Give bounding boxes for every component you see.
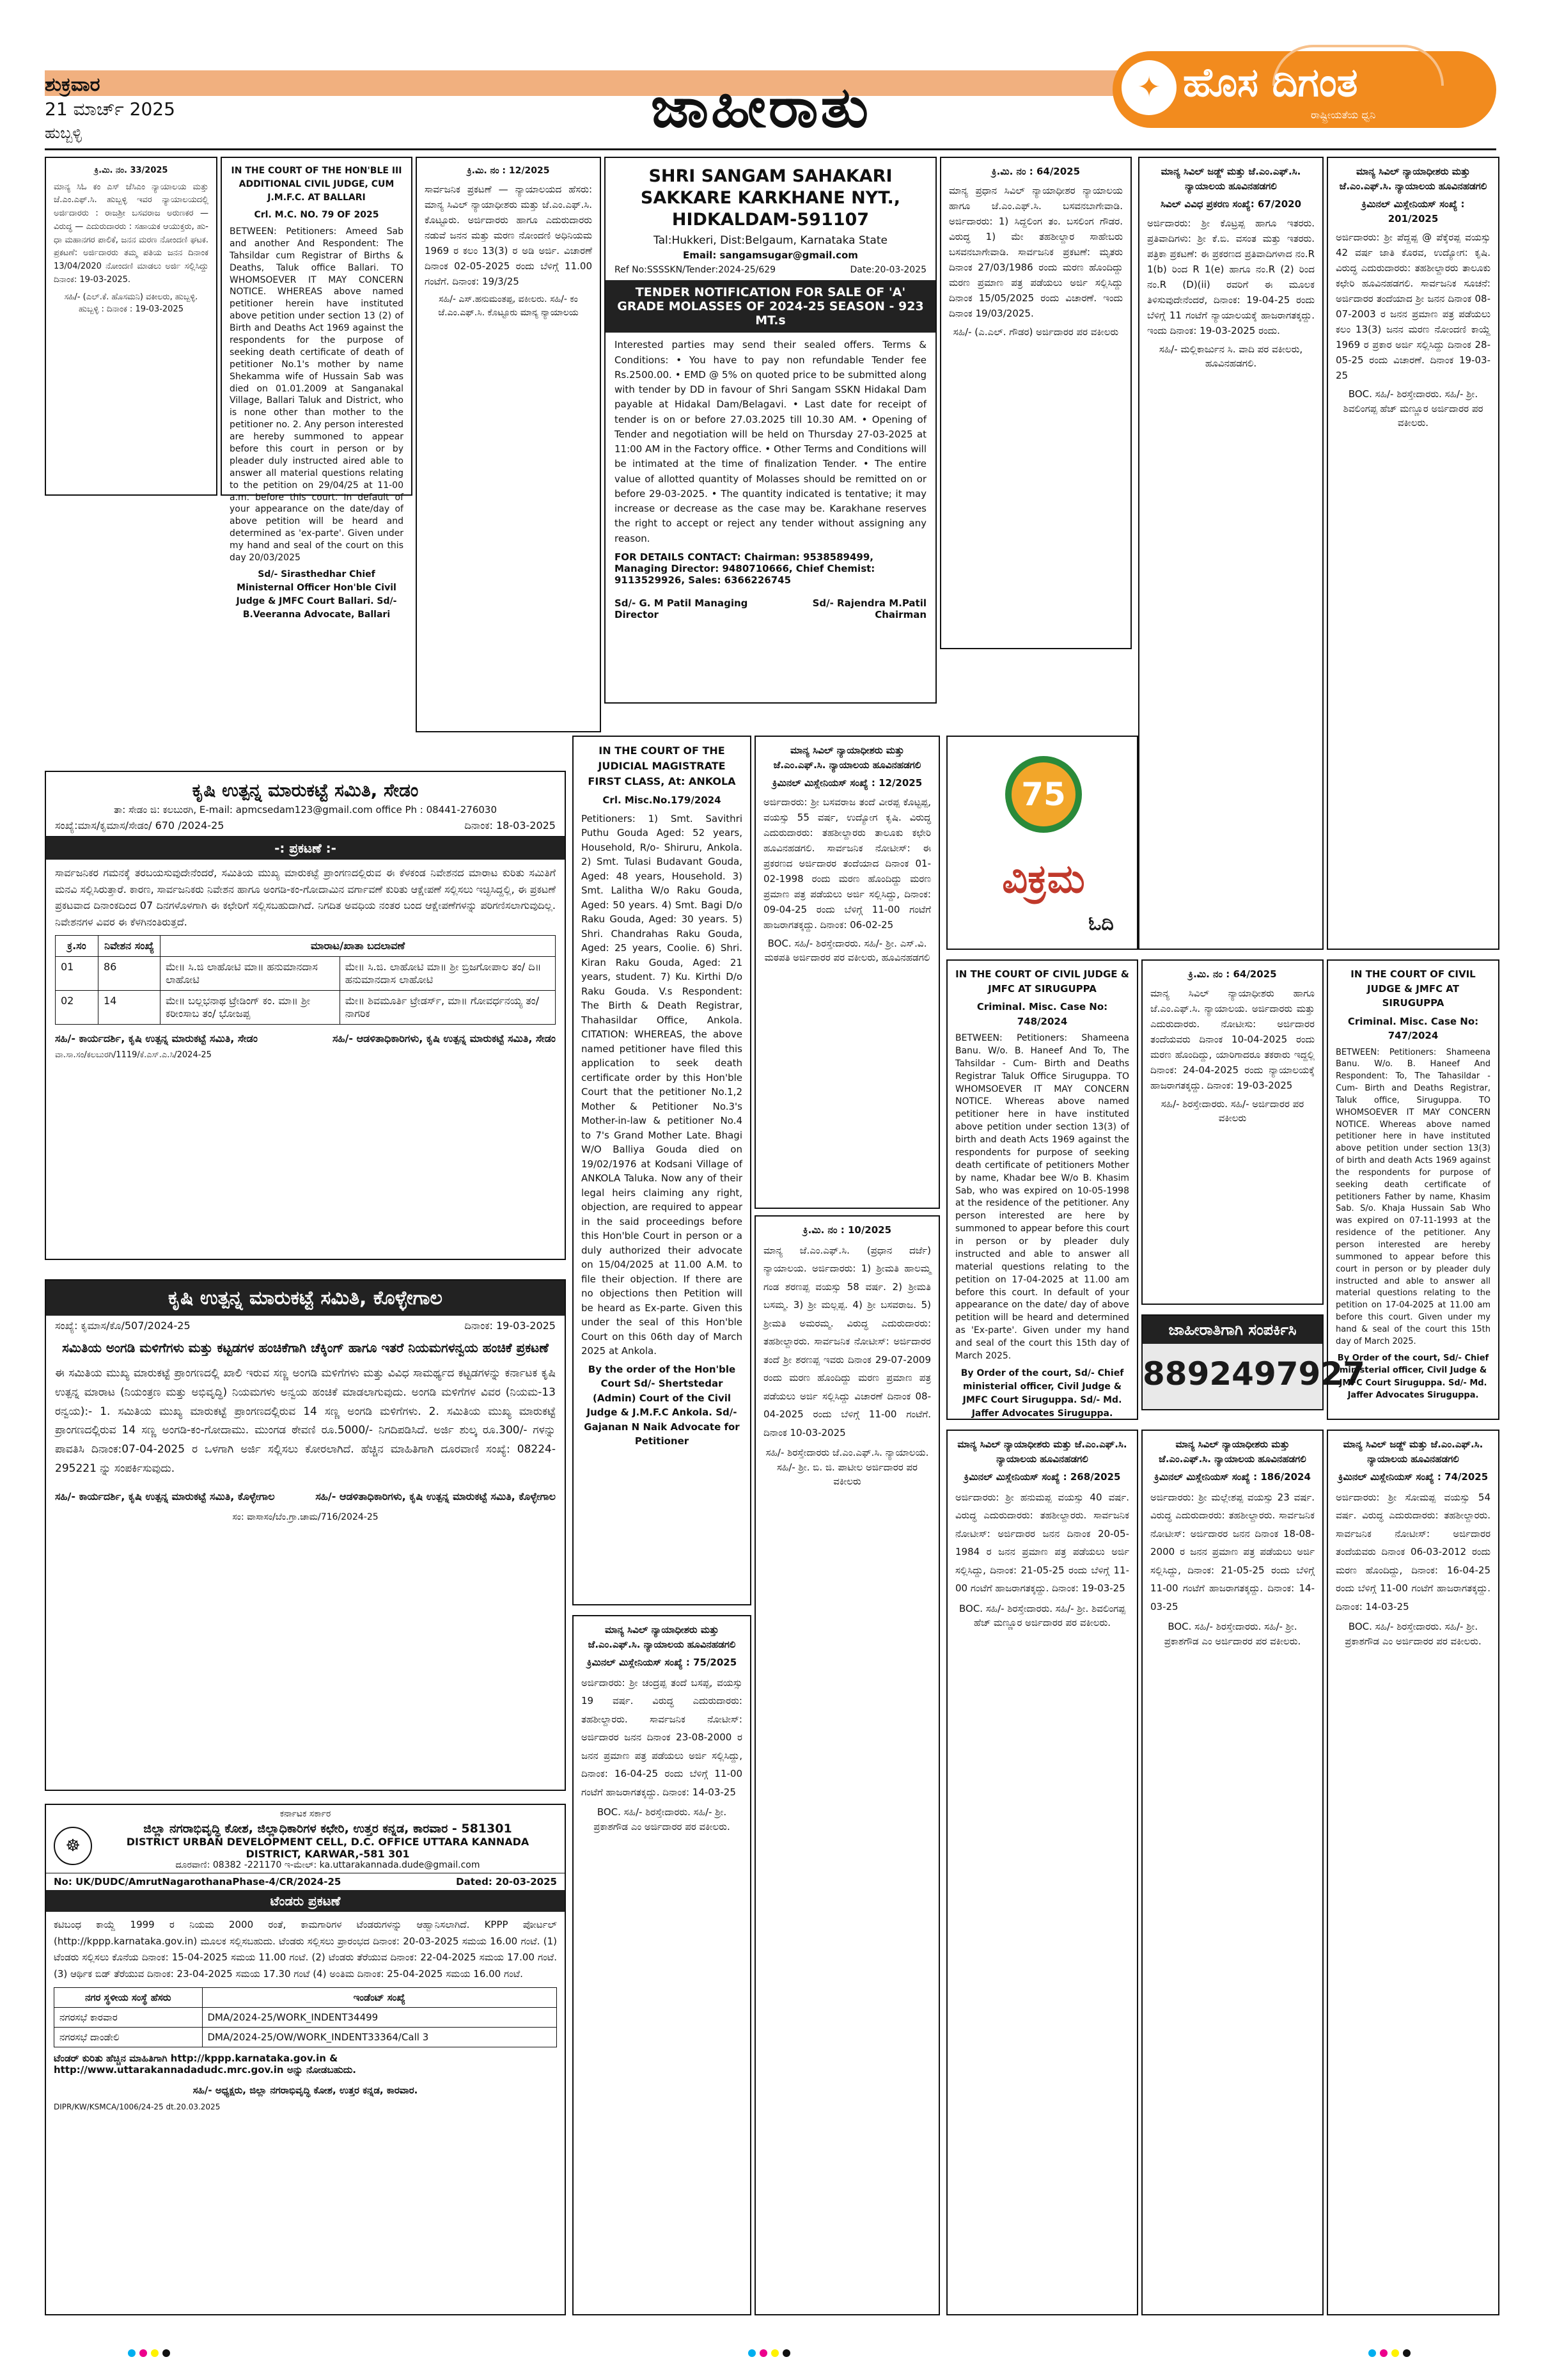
notice-ad [45,157,217,496]
court-notice-10 [755,1215,940,2315]
promo-cta: ಓದಿ [1088,913,1114,935]
dudc-ref: No: UK/DUDC/AmrutNagarothanaPhase-4/CR/2024-25 [54,1876,341,1887]
apmc-kollegala-notice [45,1279,566,1791]
case-number: ಕ್ರಿ.ಮಿ. ನಂ : 64/2025 [1188,968,1277,980]
dudc-karwar-tender [45,1804,566,2315]
dudc-indent-table [54,1987,557,2047]
court-name: ಮಾನ್ಯ ಸಿವಿಲ್ ಜಡ್ಜ್ ಮತ್ತು ಜೆ.ಎಂ.ಎಫ್.ಸಿ. ನ್ಯಾಯಾಲಯ ಹೂವಿನಹಡಗಲಿ [1343,1438,1483,1465]
registration-marks-center [748,2347,794,2360]
col-serial: ಕ್ರ.ಸಂ [56,936,98,957]
notice-signature: ಸಹಿ/- ಮಲ್ಲಿಕಾರ್ಜುನ ಸಿ. ವಾದಿ ಪರ ವಕೀಲರು, ಹೂವಿನಹಡಗಲಿ. [1159,343,1303,369]
cell-from: ಮೇ॥ ಬಲ್ಲಭನಾಥ ಟ್ರೇಡಿಂಗ್ ಕಂ. ಮಾ॥ ಶ್ರೀ ಕರೀಂಸಾಬ ತಂ/ ಭೋಜಪ್ಪ [160,991,340,1025]
notice-body: ಅರ್ಜಿದಾರರು: ಶ್ರೀ ಬಸವರಾಜ ತಂದೆ ವೀರಪ್ಪ ಕೊಟ್ಟಪ್ಪ, ವಯಸ್ಸು 55 ವರ್ಷ, ಉದ್ಯೋಗ ಕೃಷಿ. ವಿರುದ್ಧ ಎದುರುದಾರರು: ತಹಶೀಲ್ದಾರರು ತಾಲೂಕು ಕಛೇರಿ ಹೂವಿನಹಡಗಲಿ. ಸಾರ್ವಜನಿಕ ನೋಟೀಸ್: ಈ ಪ್ರಕರಣದ ಅರ್ಜಿದಾರರ ತಂದೆಯಾದ ದಿನಾಂಕ 01-02-1998 ರಂದು ಮರಣ ಹೊಂದಿದ್ದು ಮರಣ ಪ್ರಮಾಣ ಪತ್ರ ಪಡೆಯಲು ಅರ್ಜಿ ಸಲ್ಲಿಸಿದ್ದು, ದಿನಾಂಕ: 09-04-25 ರಂದು ಬೆಳಿಗ್ಗೆ 11-00 ಗಂಟೆಗೆ ಹಾಜರಾಗತಕ್ಕದ್ದು. ದಿನಾಂಕ: 06-02-25 [763,796,931,931]
notice-body: ಅರ್ಜಿದಾರರು: ಶ್ರೀ ಪೆದ್ದಪ್ಪ @ ಪೆಕ್ಕೆರಪ್ಪ ವಯಸ್ಸು 42 ವರ್ಷ ಜಾತಿ ಕೊರವ, ಉದ್ಯೋಗ: ಕೃಷಿ. ವಿರುದ್ಧ ಎದುರುದಾರರು: ತಹಶೀಲ್ದಾರರು ತಾಲೂಕು ಕಛೇರಿ ಹೂವಿನಹಡಗಲಿ. ಸಾರ್ವಜನಿಕ ಸೂಚನೆ: ಅರ್ಜಿದಾರರ ತಂದೆಯಾದ ಶ್ರೀ ಜನನ ದಿನಾಂಕ 08-07-2003 ರ ಜನನ ಪ್ರಮಾಣ ಪತ್ರ ಪಡೆಯಲು ಕಲಂ 13(3) ಜನನ ಮರಣ ನೋಂದಣಿ ಕಾಯ್ದೆ 1969 ರ ಪ್ರಕಾರ ಅರ್ಜಿ ಸಲ್ಲಿಸಿದ್ದು ದಿನಾಂಕ 28-05-25 ರಂದು ವಿಚಾರಣೆ. ದಿನಾಂಕ 19-03-25 [1336,232,1490,381]
notice-body: ಮಾನ್ಯ ಜೆ.ಎಂ.ಎಫ್.ಸಿ. (ಪ್ರಧಾನ ದರ್ಜೆ) ನ್ಯಾಯಾಲಯ. ಅರ್ಜಿದಾರರು: 1) ಶ್ರೀಮತಿ ಹಾಲಮ್ಮ ಗಂಡ ಶರಣಪ್ಪ ವಯಸ್ಸು 58 ವರ್ಷ. 2) ಶ್ರೀಮತಿ ಬಸಮ್ಮ. 3) ಶ್ರೀ ಮಲ್ಲಪ್ಪ. 4) ಶ್ರೀ ಬಸವರಾಜ. 5) ಶ್ರೀಮತಿ ಅಮರಮ್ಮ. ವಿರುದ್ಧ ಎದುರುದಾರರು: ತಹಶೀಲ್ದಾರರು. ಸಾರ್ವಜನಿಕ ನೋಟೀಸ್: ಅರ್ಜಿದಾರರ ತಂದೆ ಶ್ರೀ ಶರಣಪ್ಪ ಇವರು ದಿನಾಂಕ 29-07-2009 ರಂದು ಮರಣ ಹೊಂದಿದ್ದು ಮರಣ ಪ್ರಮಾಣ ಪತ್ರ ಪಡೆಯಲು ಅರ್ಜಿ ಸಲ್ಲಿಸಿದ್ದು ವಿಚಾರಣೆ ದಿನಾಂಕ 08-04-2025 ರಂದು ಬೆಳಿಗ್ಗೆ 11-00 ಗಂಟೆಗೆ. ದಿನಾಂಕ 10-03-2025 [763,1244,931,1438]
cell-from: ಮೇ॥ ಸಿ.ಜಿ ಲಾಹೋಟಿ ಮಾ॥ ಹನುಮಾನದಾಸ ಲಾಹೋಟಿ [160,957,340,991]
factory-address: Tal:Hukkeri, Dist:Belgaum, Karnataka State [653,234,888,248]
apmc-ref: ಸಂಖ್ಯೆ:ಮಾಸ/ಕೃಮಾಸ/ಸೇಡಂ/ 670 /2024-25 [55,819,224,831]
tender-signatures [614,597,927,620]
section-title: ಜಾಹೀರಾತು [650,74,872,140]
admin-signature: ಸಹಿ/- ಆಡಳಿತಾಧಿಕಾರಿಗಳು, ಕೃಷಿ ಉತ್ಪನ್ನ ಮಾರುಕಟ್ಟೆ ಸಮಿತಿ, ಸೇಡಂ [332,1032,556,1045]
notice-signature: BOC. ಸಹಿ/- ಶಿರಸ್ತೇದಾರರು. ಸಹಿ/- ಶ್ರೀ. ಪ್ರಕಾಶಗೌಡ ಎಂ ಅರ್ಜಿದಾರರ ಪರ ವಕೀಲರು. [1164,1621,1301,1647]
brand-name: ಹೊಸ ದಿಗಂತ [1183,59,1358,106]
court-name: IN THE COURT OF THE HON'BLE III ADDITIONAL CIVIL JUDGE, CUM J.M.F.C. AT BALLARI [231,166,402,203]
case-number: ಕ್ರಿಮಿನಲ್ ಮಿಸ್ಲೇನಿಯಸ್ ಸಂಖ್ಯೆ : 12/2025 [772,777,923,789]
issue-date: 21 ಮಾರ್ಚ್ 2025 [45,99,175,120]
cell-to: ಮೇ॥ ಸಿ.ಜಿ. ಲಾಹೋಟಿ ಮಾ॥ ಶ್ರೀ ಬ್ರಿಜಗೋಪಾಲ ತಂ/ ದಿ॥ ಹನುಮಾನದಾಸ ಲಾಹೋಟಿ [340,957,555,991]
cell-ulb: ನಗರಸಭೆ ದಾಂಡೇಲಿ [54,2028,203,2047]
ad-footer: ಸಹಿ/- (ಎಲ್.ಕೆ. ಹೊಸಮನಿ) ವಕೀಲರು, ಹುಬ್ಬಳ್ಳಿ. ಹುಬ್ಬಳ್ಳಿ : ದಿನಾಂಕ : 19-03-2025 [64,292,198,315]
issue-city: ಹುಬ್ಬಳ್ಳಿ [45,124,82,142]
cell-indent: DMA/2024-25/WORK_INDENT34499 [202,2008,557,2028]
case-number: ಕ್ರಿ.ಮಿ. ನಂ : 10/2025 [802,1224,892,1236]
table-header-row [54,1988,557,2008]
notice-signature: ಸಹಿ/- (ಎ.ಎಲ್. ಗೌಡರ) ಅರ್ಜಿದಾರರ ಪರ ವಕೀಲರು [953,326,1119,338]
court-notice-siruguppa-747 [1327,959,1499,1420]
court-name: IN THE COURT OF CIVIL JUDGE & JMFC AT SIRUGUPPA [955,968,1129,995]
court-notice-hadagali-67 [1138,157,1324,950]
cell-site: 86 [98,957,160,991]
vikrama-promo [946,736,1138,950]
notice-body: ಅರ್ಜಿದಾರರು: ಶ್ರೀ ಮಲ್ಲೇಶಪ್ಪ ವಯಸ್ಸು 23 ವರ್ಷ. ವಿರುದ್ಧ ಎದುರುದಾರರು: ತಹಶೀಲ್ದಾರರು. ಸಾರ್ವಜನಿಕ ನೋಟೀಸ್: ಅರ್ಜಿದಾರರ ಜನನ ದಿನಾಂಕ 18-08-2000 ರ ಜನನ ಪ್ರಮಾಣ ಪತ್ರ ಪಡೆಯಲು ಅರ್ಜಿ ಸಲ್ಲಿಸಿದ್ದು, ದಿನಾಂಕ: 21-05-25 ರಂದು ಬೆಳಿಗ್ಗೆ 11-00 ಗಂಟೆಗೆ ಹಾಜರಾಗತಕ್ಕದ್ದು. ದಿನಾಂಕ: 14-03-25 [1150,1491,1315,1612]
court-notice-hadagali-75 [572,1615,751,2315]
masthead [0,0,1541,160]
dudc-title-kn: ಜಿಲ್ಲಾ ನಗರಾಭಿವೃದ್ಧಿ ಕೋಶ, ಜಿಲ್ಲಾಧಿಕಾರಿಗಳ ಕಛೇರಿ, ಉತ್ತರ ಕನ್ನಡ, ಕಾರವಾರ - 581301 [143,1822,512,1836]
court-name: ಮಾನ್ಯ ಸಿವಿಲ್ ನ್ಯಾಯಾಧೀಶರು ಮತ್ತು ಜೆ.ಎಂ.ಎಫ್.ಸಿ. ನ್ಯಾಯಾಲಯ ಹೂವಿನಹಡಗಲಿ [1339,166,1487,192]
court-name: IN THE COURT OF CIVIL JUDGE & JMFC AT SIRUGUPPA [1350,968,1476,1009]
table-row [54,2008,557,2028]
apmc-subtitle: ಸಮಿತಿಯ ಅಂಗಡಿ ಮಳಿಗೆಗಳು ಮತ್ತು ಕಟ್ಟಡಗಳ ಹಂಚಿಕೆಗಾಗಿ ಚೆಕ್ಕಿಂಗ್ ಹಾಗೂ ಇತರೆ ನಿಯಮಗಳನ್ವಯ ಹಂಚಿಕೆ ಪ್ರಕಟಣೆ [62,1340,549,1355]
court-notice-hadagali-201 [1327,157,1499,950]
ref-line [614,265,927,275]
dateline [45,74,262,142]
secretary-signature: ಸಹಿ/- ಕಾರ್ಯದರ್ಶಿ, ಕೃಷಿ ಉತ್ಪನ್ನ ಮಾರುಕಟ್ಟೆ ಸಮಿತಿ, ಸೇಡಂ [55,1032,258,1045]
header-rule [45,148,1496,150]
contact-title: ಜಾಹೀರಾತಿಗಾಗಿ ಸಂಪರ್ಕಿಸಿ [1143,1316,1322,1344]
factory-email: Email: sangamsugar@gmail.com [683,249,858,262]
court-notice-kotturu [416,157,601,732]
contact-number: 8892497927 [1143,1355,1365,1392]
md-signature: Sd/- G. M Patil Managing Director [614,597,748,620]
registration-marks-right [1368,2347,1414,2360]
case-number: Crl. M.C. NO. 79 OF 2025 [254,210,379,220]
apmc-signatures [46,1025,565,1048]
chairman-signature: Sd/- Rajendra M.Patil Chairman [812,597,927,620]
registration-marks-left [128,2347,174,2360]
col-indent: ಇಂಡೆಂಟ್ ಸಂಖ್ಯೆ [202,1988,557,2008]
table-row [56,991,556,1025]
apmc-banner: -: ಪ್ರಕಟಣೆ :- [46,837,565,860]
col-party: ಮಾರಾಟ/ಖಾತಾ ಬದಲಾವಣೆ [160,936,556,957]
apmc-ref: ಸಂಖ್ಯೆ: ಕೃಮಾಸ/ಕೊ/507/2024-25 [55,1320,191,1332]
dudc-body: ಕಟಿಬಂಧ ಕಾಯ್ದೆ 1999 ರ ನಿಯಮ 2000 ರಂತೆ, ಕಾಮಗಾರಿಗಳ ಟೆಂಡರುಗಳನ್ನು ಆಹ್ವಾನಿಸಲಾಗಿದೆ. KPPP ಪೋರ್ಟಲ್ (http://kppp.karnataka.gov.in) ಮೂಲಕ ಸಲ್ಲಿಸಬಹುದು. ಟೆಂಡರು ಸಲ್ಲಿಸಲು ಪ್ರಾರಂಭದ ದಿನಾಂಕ: 20-03-2025 ಸಮಯ 16.00 ಗಂಟೆ. (1) ಟೆಂಡರು ಸಲ್ಲಿಸಲು ಕೊನೆಯ ದಿನಾಂಕ: 15-04-2025 ಸಮಯ 11.00 ಗಂಟೆ. (2) ಟೆಂಡರು ತೆರೆಯುವ ದಿನಾಂಕ: 22-04-2025 ಸಮಯ 17.00 ಗಂಟೆ. (3) ಆರ್ಥಿಕ ಬಿಡ್ ತೆರೆಯುವ ದಿನಾಂಕ: 23-04-2025 ಸಮಯ 17.30 ಗಂಟೆ (4) ಅಂತಿಮ ದಿನಾಂಕ: 25-04-2025 ಸಮಯ 16.00 ಗಂಟೆ. [54,1919,557,1980]
notice-signature: BOC. ಸಹಿ/- ಶಿರಸ್ತೇದಾರರು. ಸಹಿ/- ಶ್ರೀ. ಶಿವಲಿಂಗಪ್ಪ ಹೆಚ್ ಮಣ್ಣೂರ ಅರ್ಜಿದಾರರ ಪರ ವಕೀಲರು. [1343,388,1483,429]
dudc-date: Dated: 20-03-2025 [456,1876,557,1887]
notice-signature: ಸಹಿ/- ಶಿರಸ್ತೇದಾರರು. ಸಹಿ/- ಅರ್ಜಿದಾರರ ಪರ ವಕೀಲರು [1161,1098,1304,1124]
notice-signature: BOC. ಸಹಿ/- ಶಿರಸ್ತೇದಾರರು. ಸಹಿ/- ಶ್ರೀ. ಎಸ್.ವಿ. ಮಠಪತಿ ಅರ್ಜಿದಾರರ ಪರ ವಕೀಲರು, ಹೂವಿನಹಡಗಲಿ [764,937,930,963]
case-number: ಕ್ರಿಮಿನಲ್ ಮಿಸ್ಲೇನಿಯಸ್ ಸಂಖ್ಯೆ : 201/2025 [1361,198,1465,225]
brand-tagline: ರಾಷ್ಟ್ರೀಯತೆಯ ಧ್ವನಿ [1311,109,1376,121]
tender-contacts: FOR DETAILS CONTACT: Chairman: 9538589499, Managing Director: 9480710666, Chief Chemist: 9113529926, Sales: 6366226745 [614,551,875,586]
notice-body: ಅರ್ಜಿದಾರರು: ಶ್ರೀ ಹನುಮಪ್ಪ ವಯಸ್ಸು 40 ವರ್ಷ. ವಿರುದ್ಧ ಎದುರುದಾರರು: ತಹಶೀಲ್ದಾರರು. ಸಾರ್ವಜನಿಕ ನೋಟೀಸ್: ಅರ್ಜಿದಾರರ ಜನನ ದಿನಾಂಕ 20-05-1984 ರ ಜನನ ಪ್ರಮಾಣ ಪತ್ರ ಪಡೆಯಲು ಅರ್ಜಿ ಸಲ್ಲಿಸಿದ್ದು, ದಿನಾಂಕ: 21-05-25 ರಂದು ಬೆಳಿಗ್ಗೆ 11-00 ಗಂಟೆಗೆ ಹಾಜರಾಗತಕ್ಕದ್ದು. ದಿನಾಂಕ: 19-03-25 [955,1491,1129,1594]
court-name: ಮಾನ್ಯ ಸಿವಿಲ್ ಜಡ್ಜ್ ಮತ್ತು ಜೆ.ಎಂ.ಎಫ್.ಸಿ. ನ್ಯಾಯಾಲಯ ಹೂವಿನಹಡಗಲಿ [1161,166,1301,192]
advertise-contact-ad [1141,1314,1365,1410]
case-number: ಕ್ರಿಮಿನಲ್ ಮಿಸ್ಲೇನಿಯಸ್ ಸಂಖ್ಯೆ : 75/2025 [586,1657,737,1668]
court-notice-hadagali-186 [1141,1430,1324,2315]
court-notice-ballari [221,157,412,620]
apmc-sedam-notice [45,771,566,1260]
dudc-banner: ಟೆಂಡರು ಪ್ರಕಟಣೆ [46,1890,565,1912]
case-number: ಸಿವಿಲ್ ವಿವಿಧ ಪ್ರಕರಣ ಸಂಖ್ಯೆ: 67/2020 [1160,198,1302,210]
notice-signature: By Order of the court, Sd/- Chief ministerial officer, Civil Judge & JMFC Court Siruguppa. Sd/- Md. Jaffer Advocates Siruguppa. [1337,1353,1489,1401]
tender-terms: Interested parties may send their sealed offers. Terms & Conditions: • You have to pay non refundable Tender fee Rs.2500.00. • EMD @ 5% on quoted price to be submitted along with tender by DD in favour of Shri Sangam SSKN Hidakal Dam payable at Hidakal Dam/Belagavi. • Last date for receipt of tender is on or before 27.03.2025 till 10.30 AM. • Opening of Tender and negotiation will be held on Thursday 27-03-2025 at 11:00 AM in the Factory office. • Other Terms and Conditions will be intimated at the time of finalization Tender. • The entire value of allotted quantity of Molasses should be remitted on or before 29-03-2025. • The quantity indicated is tentative; it may increase or decrease as the case may be. Karakhane reserves the right to accept or reject any tender without assigning any reason. [614,339,927,544]
notice-signature: BOC. ಸಹಿ/- ಶಿರಸ್ತೇದಾರರು. ಸಹಿ/- ಶ್ರೀ. ಪ್ರಕಾಶಗೌಡ ಎಂ ಅರ್ಜಿದಾರರ ಪರ ವಕೀಲರು. [593,1806,730,1832]
cell-serial: 02 [56,991,98,1025]
ref-date: Date:20-03-2025 [850,265,927,276]
notice-signature: By the order of the Hon'ble Court Sd/- Shertstedar (Admin) Court of the Civil Judge & J.M.F.C Ankola. Sd/- Gajanan N Naik Advocate for Petitioner [584,1363,740,1447]
secretary-signature: ಸಹಿ/- ಕಾರ್ಯದರ್ಶಿ, ಕೃಷಿ ಉತ್ಪನ್ನ ಮಾರುಕಟ್ಟೆ ಸಮಿತಿ, ಕೊಳ್ಳೇಗಾಲ [55,1490,275,1502]
court-notice-ankola [572,736,751,1605]
ref-number: Ref No:SSSSKN/Tender:2024-25/629 [614,265,776,276]
apmc-contact: ತಾ: ಸೇಡಂ ಜಿ: ಕಲಬುರಗಿ, E-mail: apmcsedam123@gmail.com office Ph : 08441-276030 [113,804,497,816]
gov-label: ಕರ್ನಾಟಕ ಸರ್ಕಾರ [279,1809,331,1819]
cell-site: 14 [98,991,160,1025]
col-site: ನಿವೇಶನ ಸಂಖ್ಯೆ [98,936,160,957]
apmc-date: ದಿನಾಂಕ: 19-03-2025 [464,1320,556,1332]
table-row [54,2028,557,2047]
notice-body: BETWEEN: Petitioners: Shameena Banu. W/o. B. Haneef And Respondent: To, The Tahasildar - Cum- Birth and Deaths Registrar, Taluk office, Siruguppa. TO WHOMSOEVER IT MAY CONCERN NOTICE. Whereas above named petitioner here in have instituted above petition under section 13(3) of birth and death Acts 1969 against the respondents for purpose of seeking death certificate of petitioners Father by name, Khasim Sab. S/o. Khaja Hussain Sab Who was expired on 07-11-1993 at the residence of the petitioner. Any person interested are hereby summoned to appear before this court in person or by pleader duly instructed and able to answer all material questions relating to the petition on 17-04-2025 at 11.00 am before this court. Given under my hand & seal of the court this 15th day of March 2025. [1336,1047,1490,1346]
cell-ulb: ನಗರಸಭೆ ಕಾರವಾರ [54,2008,203,2028]
apmc-date: ದಿನಾಂಕ: 18-03-2025 [464,819,556,831]
cell-to: ಮೇ॥ ಶಿವಮೂರ್ತಿ ಟ್ರೇಡರ್ಸ್, ಮಾ॥ ಗೋವರ್ಧನಯ್ಯ ತಂ/ ನಾಗರಿಕ [340,991,555,1025]
court-name: ಮಾನ್ಯ ಸಿವಿಲ್ ನ್ಯಾಯಾಧೀಶರು ಮತ್ತು ಜೆ.ಎಂ.ಎಫ್.ಸಿ. ನ್ಯಾಯಾಲಯ ಹೂವಿನಹಡಗಲಿ [957,1438,1127,1465]
apmc-ref-line [46,816,565,837]
court-name: IN THE COURT OF THE JUDICIAL MAGISTRATE FIRST CLASS, At: ANKOLA [588,745,736,787]
notice-body: ಅರ್ಜಿದಾರರು: ಶ್ರೀ ಚಂದ್ರಪ್ಪ ತಂದೆ ಬಸಪ್ಪ, ವಯಸ್ಸು 19 ವರ್ಷ. ವಿರುದ್ಧ ಎದುರುದಾರರು: ತಹಶೀಲ್ದಾರರು. ಸಾರ್ವಜನಿಕ ನೋಟೀಸ್: ಅರ್ಜಿದಾರರ ಜನನ ದಿನಾಂಕ 23-08-2000 ರ ಜನನ ಪ್ರಮಾಣ ಪತ್ರ ಪಡೆಯಲು ಅರ್ಜಿ ಸಲ್ಲಿಸಿದ್ದು, ದಿನಾಂಕ: 16-04-25 ರಂದು ಬೆಳಿಗ್ಗೆ 11-00 ಗಂಟೆಗೆ ಹಾಜರಾಗತಕ್ಕದ್ದು. ದಿನಾಂಕ: 14-03-25 [581,1676,742,1798]
dudc-links: ಟೆಂಡರ್ ಕುರಿತು ಹೆಚ್ಚಿನ ಮಾಹಿತಿಗಾಗಿ http://kppp.karnataka.gov.in & http://www.uttarakannadadudc.mrc.gov.in ಅನ್ನು ನೋಡಬಹುದು. [54,2053,356,2076]
notice-signature: ಸಹಿ/- ಎಸ್.ಹನುಮಂತಪ್ಪ, ವಕೀಲರು. ಸಹಿ/- ಕಂ ಜೆ.ಎಂ.ಎಫ್.ಸಿ. ಕೊಟ್ಟೂರು ಮಾನ್ಯ ನ್ಯಾಯಾಲಯ [438,294,579,318]
notice-body: ಮಾನ್ಯ ಪ್ರಧಾನ ಸಿವಿಲ್ ನ್ಯಾಯಾಧೀಶರ ನ್ಯಾಯಾಲಯ ಹಾಗೂ ಜೆ.ಎಂ.ಎಫ್.ಸಿ. ಬಸವನಬಾಗೇವಾಡಿ. ಅರ್ಜಿದಾರರು: 1) ಸಿದ್ದಲಿಂಗ ತಂ. ಬಸಲಿಂಗ ಗೌಡರ. ವಿರುದ್ಧ 1) ಮೇ ತಹಶೀಲ್ದಾರ ಸಾಹೇಬರು ಬಸವನಬಾಗೇವಾಡಿ. ಸಾರ್ವಜನಿಕ ಪ್ರಕಟಣೆ: ಮೃತರು ದಿನಾಂಕ 27/03/1986 ರಂದು ಮರಣ ಹೊಂದಿದ್ದು ಮರಣ ಪ್ರಮಾಣ ಪತ್ರ ಪಡೆಯಲು ಅರ್ಜಿ ಸಲ್ಲಿಸಿದ್ದು ದಿನಾಂಕ 15/05/2025 ರಂದು ವಿಚಾರಣೆ. ಇಂದು ದಿನಾಂಕ 19/03/2025. [949,184,1123,319]
court-notice-hadagali-268 [946,1430,1138,2315]
apmc-title: ಕೃಷಿ ಉತ್ಪನ್ನ ಮಾರುಕಟ್ಟೆ ಸಮಿತಿ, ಸೇಡಂ [192,780,419,801]
cell-indent: DMA/2024-25/OW/WORK_INDENT33364/Call 3 [202,2028,557,2047]
court-name: ಮಾನ್ಯ ಸಿವಿಲ್ ನ್ಯಾಯಾಧೀಶರು ಮತ್ತು ಜೆ.ಎಂ.ಎಫ್.ಸಿ. ನ್ಯಾಯಾಲಯ ಹೂವಿನಹಡಗಲಿ [588,1624,736,1650]
promo-number: 75 [1012,762,1076,826]
court-notice-hadagali-12 [755,736,940,1209]
promo-name: ವಿಕ್ರಮ [1002,855,1085,902]
case-number: ಕ್ರಿಮಿನಲ್ ಮಿಸ್ಲೇನಿಯಸ್ ಸಂಖ್ಯೆ : 268/2025 [964,1471,1121,1483]
promo-badge [1005,756,1082,833]
tender-banner: TENDER NOTIFICATION FOR SALE OF 'A' GRADE MOLASSES OF 2024-25 SEASON - 923 MT.s [606,280,935,333]
case-number: Criminal. Misc. Case No: 747/2024 [1347,1015,1479,1041]
lamp-icon: ✦ [1122,60,1177,115]
court-notice-hadagali-74 [1327,1430,1499,2315]
court-notice-siruguppa-748 [946,959,1138,1420]
case-number: Criminal. Misc. Case No: 748/2024 [976,1001,1108,1027]
court-name: ಮಾನ್ಯ ಸಿವಿಲ್ ನ್ಯಾಯಾಧೀಶರು ಮತ್ತು ಜೆ.ಎಂ.ಎಫ್.ಸಿ. ನ್ಯಾಯಾಲಯ ಹೂವಿನಹಡಗಲಿ [1159,1438,1306,1465]
emblem-icon: ☸ [54,1827,92,1865]
notice-signature: BOC. ಸಹಿ/- ಶಿರಸ್ತೇದಾರರು. ಸಹಿ/- ಶ್ರೀ. ಪ್ರಕಾಶಗೌಡ ಎಂ ಅರ್ಜಿದಾರರ ಪರ ವಕೀಲರು. [1345,1621,1482,1647]
col-ulb: ನಗರ ಸ್ಥಳೀಯ ಸಂಸ್ಥೆ ಹೆಸರು [54,1988,203,2008]
apmc-body: ಈ ಸಮಿತಿಯ ಮುಖ್ಯ ಮಾರುಕಟ್ಟೆ ಪ್ರಾಂಗಣದಲ್ಲಿ ಖಾಲಿ ಇರುವ ಸಣ್ಣ ಅಂಗಡಿ ಮಳಿಗೆಗಳು ಮತ್ತು ವಿವಿಧ ಸಾಮರ್ಥ್ಯದ ಕಟ್ಟಡಗಳನ್ನು ಕರ್ನಾಟಕ ಕೃಷಿ ಉತ್ಪನ್ನ ಮಾರಾಟ (ನಿಯಂತ್ರಣ ಮತ್ತು ಅಭಿವೃದ್ಧಿ) ನಿಯಮಗಳು ಅನ್ವಯ ಹಂಚಿಕೆ ಮಾಡಲಾಗುವುದು. ಅಂಗಡಿ ಮಳಿಗೆಗಳ ವಿವರ (ನಿಯಮ-13 ರನ್ವಯ):- 1. ಸಮಿತಿಯ ಮುಖ್ಯ ಮಾರುಕಟ್ಟೆ ಪ್ರಾಂಗಣದಲ್ಲಿರುವ 14 ಸಣ್ಣ ಅಂಗಡಿ ಮಳಿಗೆಗಳು. 2. ಸಮಿತಿಯ ಮುಖ್ಯ ಮಾರುಕಟ್ಟೆ ಪ್ರಾಂಗಣದಲ್ಲಿರುವ 14 ಸಣ್ಣ ಅಂಗಡಿ-ಕಂ-ಗೋದಾಮು. ಮುಂಗಡ ಠೇವಣಿ ರೂ.5000/- ನಿಗದಿಪಡಿಸಿದೆ. ಅರ್ಜಿ ಶುಲ್ಕ ರೂ.300/- ಗಳನ್ನು ಪಾವತಿಸಿ ದಿನಾಂಕ:07-04-2025 ರ ಒಳಗಾಗಿ ಅರ್ಜಿ ಸಲ್ಲಿಸಲು ಕೋರಲಾಗಿದೆ. ಹೆಚ್ಚಿನ ಮಾಹಿತಿಗಾಗಿ ದೂರವಾಣಿ ಸಂಖ್ಯೆ: 08224-295221 ನ್ನು ಸಂಪರ್ಕಿಸುವುದು. [55,1367,556,1475]
issue-day: ಶುಕ್ರವಾರ [45,74,100,96]
apmc-body: ಸಾರ್ವಜನಿಕರ ಗಮನಕ್ಕೆ ತರಬಯಸುವುದೇನೆಂದರೆ, ಸಮಿತಿಯ ಮುಖ್ಯ ಮಾರುಕಟ್ಟೆ ಪ್ರಾಂಗಣದಲ್ಲಿರುವ ಈ ಕೆಳಕಂಡ ನಿವೇಶನದ ಮಾರಾಟ ಕುರಿತು ಸಮಿತಿಗೆ ಮನವಿ ಸಲ್ಲಿಸಿರುತ್ತಾರೆ. ಕಾರಣ, ಸಾರ್ವಜನಿಕರು ನಿವೇಶನ ಹಾಗೂ ಅಂಗಡಿ-ಕಂ-ಗೋದಾಮಿನ ವರ್ಗಾವಣೆ ಕುರಿತು ಆಕ್ಷೇಪಣೆ ಸಲ್ಲಿಸಲು ಇಚ್ಛಿಸಿದ್ದಲ್ಲಿ, ಈ ಪ್ರಕಟಣೆ ಪ್ರಕಟವಾದ ದಿನಾಂಕದಿಂದ 07 ದಿನಗಳೊಳಗಾಗಿ ಈ ಕಛೇರಿಗೆ ಸಲ್ಲಿಸಬಹುದಾಗಿದೆ. ನಿಗದಿತ ಅವಧಿಯ ನಂತರ ಬಂದ ಆಕ್ಷೇಪಣೆಗಳನ್ನು ಪರಿಗಣಿಸಲಾಗುವುದಿಲ್ಲ. ನಿವೇಶನಗಳ ವಿವರ ಈ ಕೆಳಗಿನಂತಿರುತ್ತದೆ. [55,867,556,928]
notice-body: ಅರ್ಜಿದಾರರು: ಶ್ರೀ ಕೊಟ್ರಪ್ಪ ಹಾಗೂ ಇತರರು. ಪ್ರತಿವಾದಿಗಳು: ಶ್ರೀ ಕೆ.ಬಿ. ವಸಂತ ಮತ್ತು ಇತರರು. ಪತ್ರಿಕಾ ಪ್ರಕಟಣೆ: ಈ ಪ್ರಕರಣದ ಪ್ರತಿವಾದಿಗಳಾದ ನಂ.R 1(b) ರಿಂದ R 1(e) ಹಾಗೂ ನಂ.R (2) ರಿಂದ ನಂ.R (D)(ii) ರವರಿಗೆ ಈ ಮೂಲಕ ತಿಳಿಸುವುದೇನೆಂದರೆ, ದಿನಾಂಕ: 19-04-25 ರಂದು ಬೆಳಿಗ್ಗೆ 11 ಗಂಟೆಗೆ ನ್ಯಾಯಾಲಯಕ್ಕೆ ಹಾಜರಾಗತಕ್ಕದ್ದು. ಇಂದು ದಿನಾಂಕ: 19-03-2025 ರಂದು. [1147,217,1315,336]
apmc-title: ಕೃಷಿ ಉತ್ಪನ್ನ ಮಾರುಕಟ್ಟೆ ಸಮಿತಿ, ಕೊಳ್ಳೇಗಾಲ [46,1281,565,1316]
sugar-factory-tender [604,157,937,704]
court-name: ಮಾನ್ಯ ಸಿವಿಲ್ ನ್ಯಾಯಾಧೀಶರು ಮತ್ತು ಜೆ.ಎಂ.ಎಫ್.ಸಿ. ನ್ಯಾಯಾಲಯ ಹೂವಿನಹಡಗಲಿ [773,745,921,771]
notice-signature: ಸಹಿ/- ಶಿರಸ್ತೇದಾರರು ಜೆ.ಎಂ.ಎಫ್.ಸಿ. ನ್ಯಾಯಾಲಯ. ಸಹಿ/- ಶ್ರೀ. ಬಿ. ಜಿ. ಪಾಟೀಲ ಅರ್ಜಿದಾರರ ಪರ ವಕೀಲರು [765,1447,929,1487]
dudc-title-en: DISTRICT URBAN DEVELOPMENT CELL, D.C. OFFICE UTTARA KANNADA DISTRICT, KARWAR,-581 301 [126,1836,529,1860]
case-number: Crl. Misc.No.179/2024 [602,794,721,806]
admin-signature: ಸಹಿ/- ಆಡಳಿತಾಧಿಕಾರಿಗಳು, ಕೃಷಿ ಉತ್ಪನ್ನ ಮಾರುಕಟ್ಟೆ ಸಮಿತಿ, ಕೊಳ್ಳೇಗಾಲ [315,1490,556,1502]
dudc-contact: ದೂರವಾಣಿ: 08382 -221170 ಇ-ಮೇಲ್: ka.uttarakannada.dude@gmail.com [175,1860,480,1870]
apmc-footer-ref: ವಾ.ಸಾ.ಸಂ/ಕಲಬುರಗಿ/1119/ಕೆ.ಎಸ್.ಎ.ಸಿ/2024-25 [55,1050,212,1060]
court-notice-64 [1141,959,1324,1305]
dudc-footer-ref: DIPR/KW/KSMCA/1006/24-25 dt.20.03.2025 [54,2102,221,2111]
notice-body: ಅರ್ಜಿದಾರರು: ಶ್ರೀ ಸೋಮಪ್ಪ ವಯಸ್ಸು 54 ವರ್ಷ. ವಿರುದ್ಧ ಎದುರುದಾರರು: ತಹಶೀಲ್ದಾರರು. ಸಾರ್ವಜನಿಕ ನೋಟೀಸ್: ಅರ್ಜಿದಾರರ ತಂದೆಯವರು ದಿನಾಂಕ 06-03-2012 ರಂದು ಮರಣ ಹೊಂದಿದ್ದು, ದಿನಾಂಕ: 16-04-25 ರಂದು ಬೆಳಿಗ್ಗೆ 11-00 ಗಂಟೆಗೆ ಹಾಜರಾಗತಕ್ಕದ್ದು. ದಿನಾಂಕ: 14-03-25 [1336,1491,1490,1612]
apmc-site-table [55,935,556,1025]
notice-body: ಮಾನ್ಯ ಸಿವಿಲ್ ನ್ಯಾಯಾಧೀಶರು ಹಾಗೂ ಜೆ.ಎಂ.ಎಫ್.ಸಿ. ನ್ಯಾಯಾಲಯ. ಅರ್ಜಿದಾರರು ಮತ್ತು ಎದುರುದಾರರು. ನೋಟೀಸು: ಅರ್ಜಿದಾರರ ತಂದೆಯವರು ದಿನಾಂಕ 10-04-2025 ರಂದು ಮರಣ ಹೊಂದಿದ್ದು, ಯಾರಿಗಾದರೂ ತಕರಾರು ಇದ್ದಲ್ಲಿ ದಿನಾಂಕ: 24-04-2025 ರಂದು ನ್ಯಾಯಾಲಯಕ್ಕೆ ಹಾಜರಾಗತಕ್ಕದ್ದು. ದಿನಾಂಕ: 19-03-2025 [1150,987,1315,1091]
notice-body: BETWEEN: Petitioners: Shameena Banu. W/o. B. Haneef And To, The Tahsildar - Cum- Birth and Deaths Registrar Taluk Office Siruguppa. TO WHOMSOEVER IT MAY CONCERN NOTICE. Whereas above named petitioner here in have instituted above petition under section 13(3) of birth and death Acts 1969 against the respondents for purpose of seeking death certificate of petitioners Mother by name, Khadar bee W/o B. Khasim Sab, who was expired on 10-05-1998 at the residence of the petitioner. Any person interested are here by summoned to appear before this court in person or by pleader duly instructed and able to answer all material questions relating to the petition on 17-04-2025 at 11.00 am before this court. In default of your appearance on the date/ day of above petition will be heard and determined as 'Ex-parte'. Given under my hand and seal of the court this 15th day of March 2025. [955,1033,1129,1361]
ad-body: ಮಾನ್ಯ ಸಿಓ ಕಂ ಎಸ್ ಜೆಸಿಎಂ ನ್ಯಾಯಾಲಯ ಮತ್ತು ಜೆ.ಎಂ.ಎಫ್.ಸಿ. ಹುಬ್ಬಳ್ಳಿ ಇವರ ನ್ಯಾಯಾಲಯದಲ್ಲಿ ಅರ್ಜಿದಾರರು : ರಾಜಶ್ರೀ ಬಸವರಾಜ ಅರುಣಕರ — ವಿರುದ್ಧ — ಎದುರುದಾರರು : ಸಹಾಯಕ ಆಯುಕ್ತರು, ಹು-ಧಾ ಮಹಾನಗರ ಪಾಲಿಕೆ, ಜನನ ಮರಣ ನೋಂದಣಿ ಘಟಕ. ಪ್ರಕಟಣೆ: ಅರ್ಜಿದಾರರು ತಮ್ಮ ಪತಿಯ ಜನನ ದಿನಾಂಕ 13/04/2020 ನೋಂದಣಿ ಮಾಡಲು ಅರ್ಜಿ ಸಲ್ಲಿಸಿದ್ದು ದಿನಾಂಕ: 19-03-2025. [54,182,208,285]
notice-signature: BOC. ಸಹಿ/- ಶಿರಸ್ತೇದಾರರು. ಸಹಿ/- ಶ್ರೀ. ಶಿವಲಿಂಗಪ್ಪ ಹೆಚ್ ಮಣ್ಣೂರ ಅರ್ಜಿದಾರರ ಪರ ವಕೀಲರು. [958,1602,1125,1628]
case-number: ಕ್ರಿ.ಮಿ. ನಂ : 12/2025 [467,166,550,176]
brand-logo [1113,51,1496,128]
dudc-ref-line [46,1873,565,1890]
table-row [56,957,556,991]
notice-body: Petitioners: 1) Smt. Savithri Puthu Gouda Aged: 52 years, Household, R/o- Shiruru, Ankola. 2) Smt. Tulasi Budavant Gouda, Aged: 48 years, Household. 3) Smt. Lalitha W/o Raku Gouda, Aged: 50 years. 4) Smt. Bagi D/o Raku Gouda, Aged: 30 years. 5) Shri. Chandrahas Raku Gouda, Aged: 25 years, Coolie. 6) Shri. Kiran Raku Gouda, Aged: 21 years, student. 7) Ku. Kirthi D/o Raku Gouda. V.s Respondent: The Birth & Death Registrar, Thahasildar Office, Ankola. CITATION: WHEREAS, the above named petitioner have filed this application to seek death certificate order by this Hon'ble Court that the petitioner No.1,2 Mother & Petitioner No.3's Mother-in-law & petitioner No.4 to 7's Grand Mother Late. Bhagi W/O Balliya Gouda died on 19/02/1976 at Kodsani Village of ANKOLA Taluka. Now any of their legal heirs claiming any right, objection, are required to appear in the said proceedings before this Hon'ble Court in person or a duly authorized their advocate on 15/04/2025 at 11.00 A.M. to file their objection. If there are no objections then Petition will be heard as Ex-parte. Given this under the seal of this Hon'ble Court on this 06th day of March 2025 at Ankola. [581,812,742,1357]
apmc-ref-line [46,1316,565,1336]
notice-signature: Sd/- Sirasthedhar Chief Ministernal Officer Hon'ble Civil Judge & JMFC Court Ballari. Sd/- B.Veeranna Advocate, Ballari [236,569,397,620]
table-header-row [56,936,556,957]
notice-body: BETWEEN: Petitioners: Ameed Sab and another And Respondent: The Tahsildar cum Registrar of Births & Deaths, Taluk office Ballari. TO WHOMSOEVER IT MAY CONCERN NOTICE. WHEREAS above named petitioner herein have instituted above petition under section 13 (2) of Birth and Deaths Act 1969 against the respondents for the purpose of seeking death certificate of death of petitioner No.1's mother by name Shekamma wife of Hussain Sab was died on 01.01.2009 at Sanganakal Village, Ballari Taluk and District, who is none other than mother to the petitioner no. 2. Any person interested are hereby summoned to appear before this court in person or by pleader duly instructed aired able to answer all material questions relating to the petition on 29/04/25 at 11-00 a.m. before this court. In default of your appearance on the date/day of above petition will be heard and determined as 'ex-parte'. Given under my hand and seal of the court on this day 20/03/2025 [230,226,403,563]
case-number: ಕ್ರಿಮಿನಲ್ ಮಿಸ್ಲೇನಿಯಸ್ ಸಂಖ್ಯೆ : 74/2025 [1338,1471,1489,1483]
notice-body: ಸಾರ್ವಜನಿಕ ಪ್ರಕಟಣೆ — ನ್ಯಾಯಾಲಯದ ಹೆಸರು: ಮಾನ್ಯ ಸಿವಿಲ್ ನ್ಯಾಯಾಧೀಶರು ಮತ್ತು ಜೆ.ಎಂ.ಎಫ್.ಸಿ. ಕೊಟ್ಟೂರು. ಅರ್ಜಿದಾರರು ಹಾಗೂ ಎದುರುದಾರರು ನಡುವೆ ಜನನ ಮತ್ತು ಮರಣ ನೋಂದಣಿ ಅಧಿನಿಯಮ 1969 ರ ಕಲಂ 13(3) ರ ಅಡಿ ಅರ್ಜಿ. ವಿಚಾರಣೆ ದಿನಾಂಕ 02-05-2025 ರಂದು ಬೆಳಿಗ್ಗೆ 11.00 ಗಂಟೆಗೆ. ದಿನಾಂಕ: 19/3/25 [425,184,592,287]
court-notice-bagewadi [940,157,1132,649]
notice-signature: By Order of the court, Sd/- Chief ministerial officer, Civil Judge & JMFC Court Siruguppa. Sd/- Md. Jaffer Advocates Siruguppa. [960,1367,1124,1419]
dudc-signature: ಸಹಿ/- ಅಧ್ಯಕ್ಷರು, ಜಿಲ್ಲಾ ನಗರಾಭಿವೃದ್ಧಿ ಕೋಶ, ಉತ್ತರ ಕನ್ನಡ, ಕಾರವಾರ. [192,2084,418,2096]
factory-name: SHRI SANGAM SAHAKARI SAKKARE KARKHANE NYT., HIDKALDAM-591107 [640,166,901,230]
cell-serial: 01 [56,957,98,991]
apmc-footer-ref: ಸಂ: ವಾಸಾಸಂ/ಬೆಂ.ಗ್ರಾ.ಚಾಮ/716/2024-25 [232,1511,379,1522]
case-number: ಕ್ರಿ.ಮಿ. ನಂ : 64/2025 [991,166,1081,177]
ad-heading: ಕ್ರಿ.ಮಿ. ನಂ. 33/2025 [94,166,168,175]
apmc-signatures [46,1484,565,1509]
case-number: ಕ್ರಿಮಿನಲ್ ಮಿಸ್ಲೇನಿಯಸ್ ಸಂಖ್ಯೆ : 186/2024 [1154,1471,1311,1483]
